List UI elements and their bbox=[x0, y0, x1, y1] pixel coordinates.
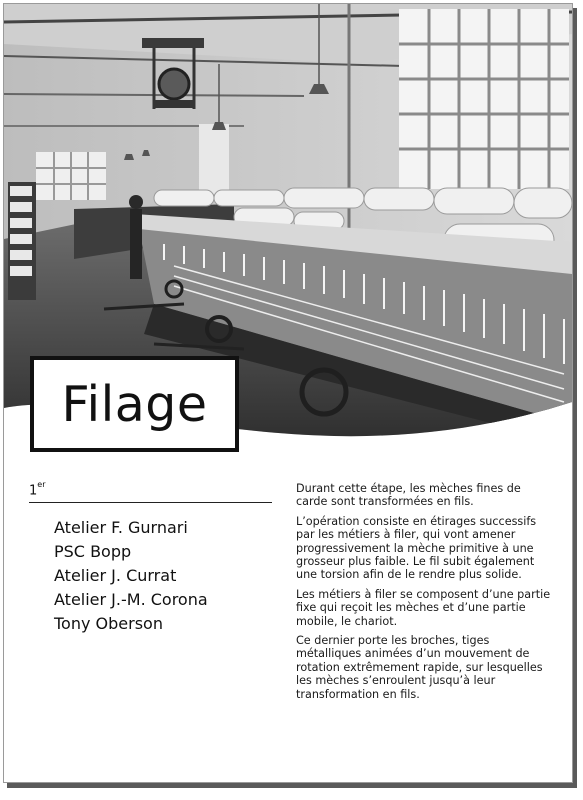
rank-number: 1 bbox=[29, 483, 38, 499]
list-item: Atelier F. Gurnari bbox=[54, 518, 188, 537]
list-item: Atelier J.-M. Corona bbox=[54, 590, 208, 609]
document-card bbox=[3, 3, 573, 783]
paragraph: Ce dernier porte les broches, tiges métalliques animées d’un mouvement de rotation extrêmement rapide, sur lesquelles les mèches s’enroulent jusqu’à leur transformation en fils. bbox=[296, 634, 543, 701]
description bbox=[296, 482, 554, 707]
list-item: PSC Bopp bbox=[54, 542, 132, 561]
paragraph: Les métiers à filer se composent d’une partie fixe qui reçoit les mèches et d’une partie mobile, le chariot. bbox=[296, 587, 551, 628]
paragraph: L’opération consiste en étirages successifs par les métiers à filer, qui vont amener progressivement la mèche primitive à une grosseur plus faible. Le fil subit également une torsion afin de le rendre plus solide. bbox=[296, 514, 537, 582]
rank-suffix: er bbox=[37, 480, 46, 489]
paragraph: Durant cette étape, les mèches fines de carde sont transformées en fils. bbox=[296, 482, 521, 509]
list-item: Atelier J. Currat bbox=[54, 566, 177, 585]
list-item: Tony Oberson bbox=[54, 614, 163, 633]
divider bbox=[29, 502, 272, 503]
atelier-list bbox=[54, 516, 208, 636]
page-title: Filage bbox=[61, 375, 208, 433]
title-box bbox=[30, 356, 239, 452]
rank-label bbox=[29, 482, 46, 498]
